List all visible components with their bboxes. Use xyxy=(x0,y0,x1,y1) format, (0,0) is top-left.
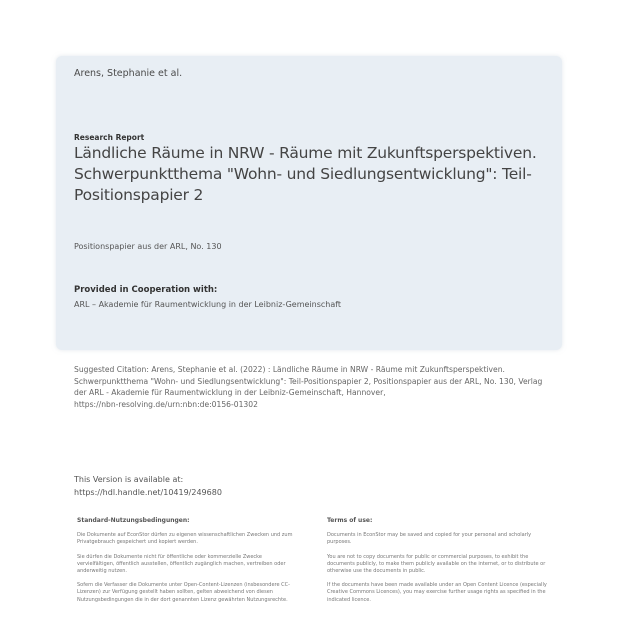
terms-german-paragraph: Die Dokumente auf EconStor dürfen zu eigenen wissenschaftlichen Zwecken und zum Privatgebrauch gespeichert und kopiert werden. xyxy=(77,532,293,546)
terms-german-paragraph: Sofern die Verfasser die Dokumente unter Open-Content-Lizenzen (insbesondere CC-Lizenzen) zur Verfügung gestellt haben sollten, gelten abweichend von diesen Nutzungsbedingungen die in der dort genannten Lizenz gewährten Nutzungsrechte. xyxy=(77,582,290,603)
suggested-citation xyxy=(74,364,554,410)
citation-text: Suggested Citation: Arens, Stephanie et al. (2022) : Ländliche Räume in NRW - Räume mit Zukunftsperspektiven. Schwerpunktthema "Wohn- und Siedlungsentwicklung": Teil-Positionspapier 2, Positionspapier aus der ARL, No. 130, Verlag der ARL - Akademie für Raumentwicklung in der Leibniz-Gemeinschaft, Hannover, xyxy=(74,365,543,398)
terms-english-paragraph: Documents in EconStor may be saved and copied for your personal and scholarly purposes. xyxy=(327,532,532,546)
terms-english xyxy=(327,517,547,611)
author: Arens, Stephanie et al. xyxy=(74,68,183,79)
terms-german-paragraph: Sie dürfen die Dokumente nicht für öffentliche oder kommerzielle Zwecke vervielfältigen, öffentlich ausstellen, öffentlich zugänglich machen, vertreiben oder anderweitig nutzen. xyxy=(77,553,286,575)
version-label: This Version is available at: xyxy=(74,475,184,484)
citation-url-link[interactable]: https://nbn-resolving.de/urn:nbn:de:0156-01302 xyxy=(74,399,258,409)
cooperation-institution: ARL – Akademie für Raumentwicklung in der Leibniz-Gemeinschaft xyxy=(74,300,342,309)
document-type: Research Report xyxy=(74,133,145,142)
document-title: Ländliche Räume in NRW - Räume mit Zukunftsperspektiven. Schwerpunktthema "Wohn- und Siedlungsentwicklung": Teil-Positionspapier 2 xyxy=(74,144,537,204)
terms-german xyxy=(77,517,297,611)
series-info: Positionspapier aus der ARL, No. 130 xyxy=(74,242,222,251)
version-info xyxy=(74,473,222,499)
document-header-panel xyxy=(56,56,562,350)
cooperation-label: Provided in Cooperation with: xyxy=(74,285,218,295)
version-url-link[interactable]: https://hdl.handle.net/10419/249680 xyxy=(74,488,222,497)
terms-english-paragraph: You are not to copy documents for public or commercial purposes, to exhibit the documents publicly, to make them publicly available on the internet, or to distribute or otherwise use the documents in public. xyxy=(327,553,546,575)
terms-english-heading: Terms of use: xyxy=(327,517,373,524)
terms-english-paragraph: If the documents have been made available under an Open Content Licence (especially Creative Commons Licences), you may exercise further usage rights as specified in the indicated licence. xyxy=(327,582,547,603)
terms-german-heading: Standard-Nutzungsbedingungen: xyxy=(77,517,190,524)
